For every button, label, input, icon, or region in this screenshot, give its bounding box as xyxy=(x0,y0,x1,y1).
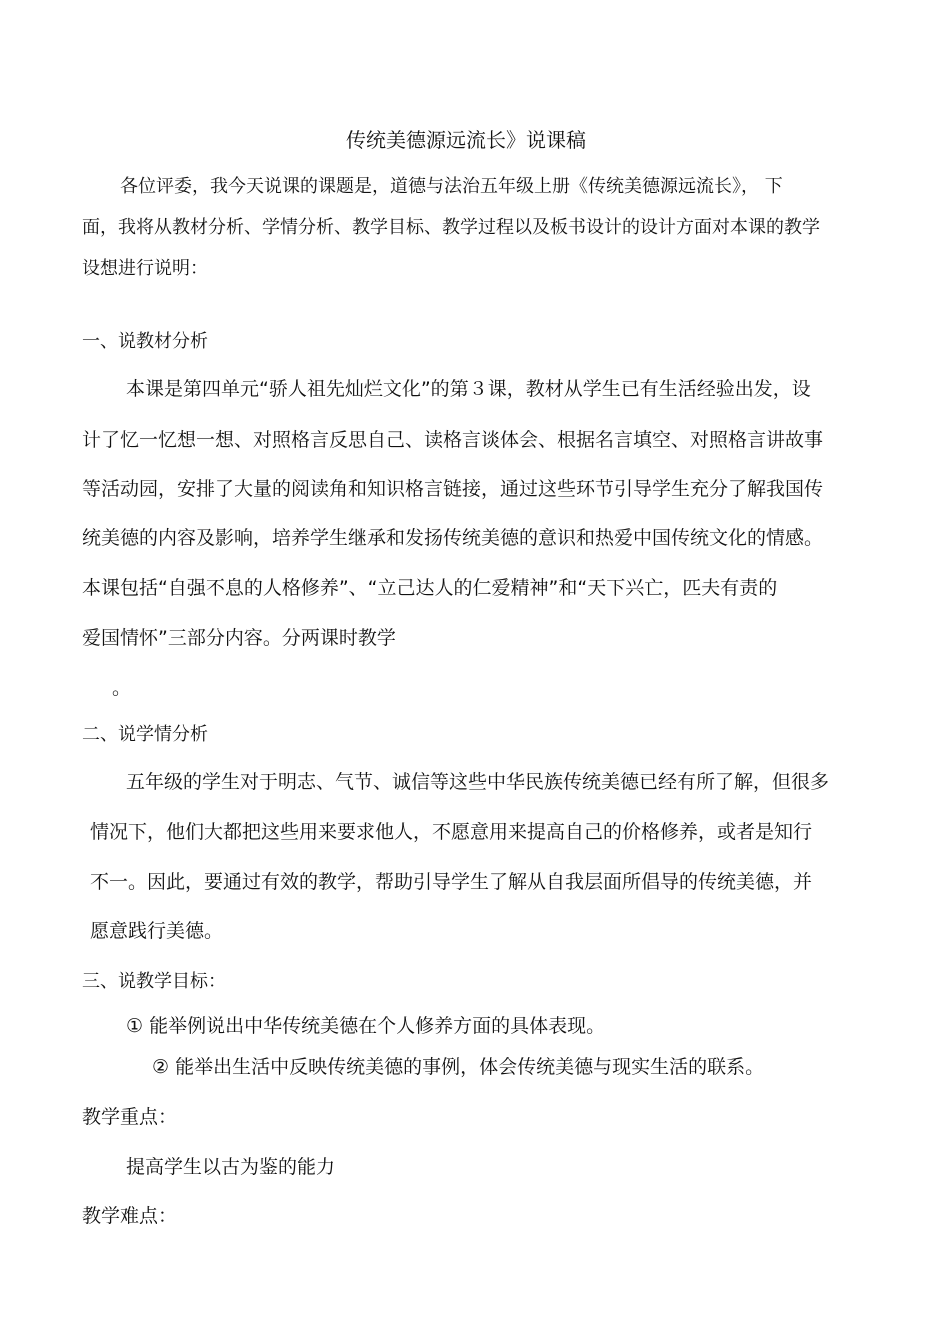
section1-line-4: 统美德的内容及影响，培养学生继承和发扬传统美德的意识和热爱中国传统文化的情感。 xyxy=(82,527,824,549)
section2-line-3: 不一。因此，要通过有效的教学，帮助引导学生了解从自我层面所倡导的传统美德，并 xyxy=(90,871,813,893)
key-point-text: 提高学生以古为鉴的能力 xyxy=(126,1156,336,1178)
section2-heading: 二、说学情分析 xyxy=(82,724,208,745)
section1-line-1: 本课是第四单元“骄人祖先灿烂文化”的第３课，教材从学生已有生活经验出发，设 xyxy=(126,378,811,400)
intro-line-3: 设想进行说明： xyxy=(82,258,208,279)
section2-line-4: 愿意践行美德。 xyxy=(90,920,224,942)
section1-line-6: 爱国情怀”三部分内容。分两课时教学 xyxy=(82,627,396,649)
section1-line-5: 本课包括“自强不息的人格修养”、“立己达人的仁爱精神”和“天下兴亡，匹夫有责的 xyxy=(82,577,778,599)
section2-line-2: 情况下，他们大都把这些用来要求他人，不愿意用来提高自己的价格修养，或者是知行 xyxy=(90,821,813,843)
goal-2: ② 能举出生活中反映传统美德的事例，体会传统美德与现实生活的联系。 xyxy=(152,1056,765,1078)
section2-line-1: 五年级的学生对于明志、气节、诚信等这些中华民族传统美德已经有所了解，但很多 xyxy=(126,771,830,793)
difficulty-label: 教学难点： xyxy=(82,1205,178,1227)
section1-line-3: 等活动园，安排了大量的阅读角和知识格言链接，通过这些环节引导学生充分了解我国传 xyxy=(82,478,824,500)
goal-1: ① 能举例说出中华传统美德在个人修养方面的具体表现。 xyxy=(126,1015,606,1037)
intro-line-2: 面，我将从教材分析、学情分析、教学目标、教学过程以及板书设计的设计方面对本课的教学 xyxy=(82,217,820,238)
intro-line-1: 各位评委，我今天说课的课题是，道德与法治五年级上册《传统美德源远流长》， 下 xyxy=(120,176,783,197)
key-point-label: 教学重点： xyxy=(82,1106,178,1128)
section1-heading: 一、说教材分析 xyxy=(82,331,208,352)
section1-line-2: 计了忆一忆想一想、对照格言反思自己、读格言谈体会、根据名言填空、对照格言讲故事 xyxy=(82,429,824,451)
section1-line-7: 。 xyxy=(112,677,132,699)
section3-heading: 三、说教学目标： xyxy=(82,971,226,992)
document-title: 传统美德源远流长》说课稿 xyxy=(346,128,586,152)
